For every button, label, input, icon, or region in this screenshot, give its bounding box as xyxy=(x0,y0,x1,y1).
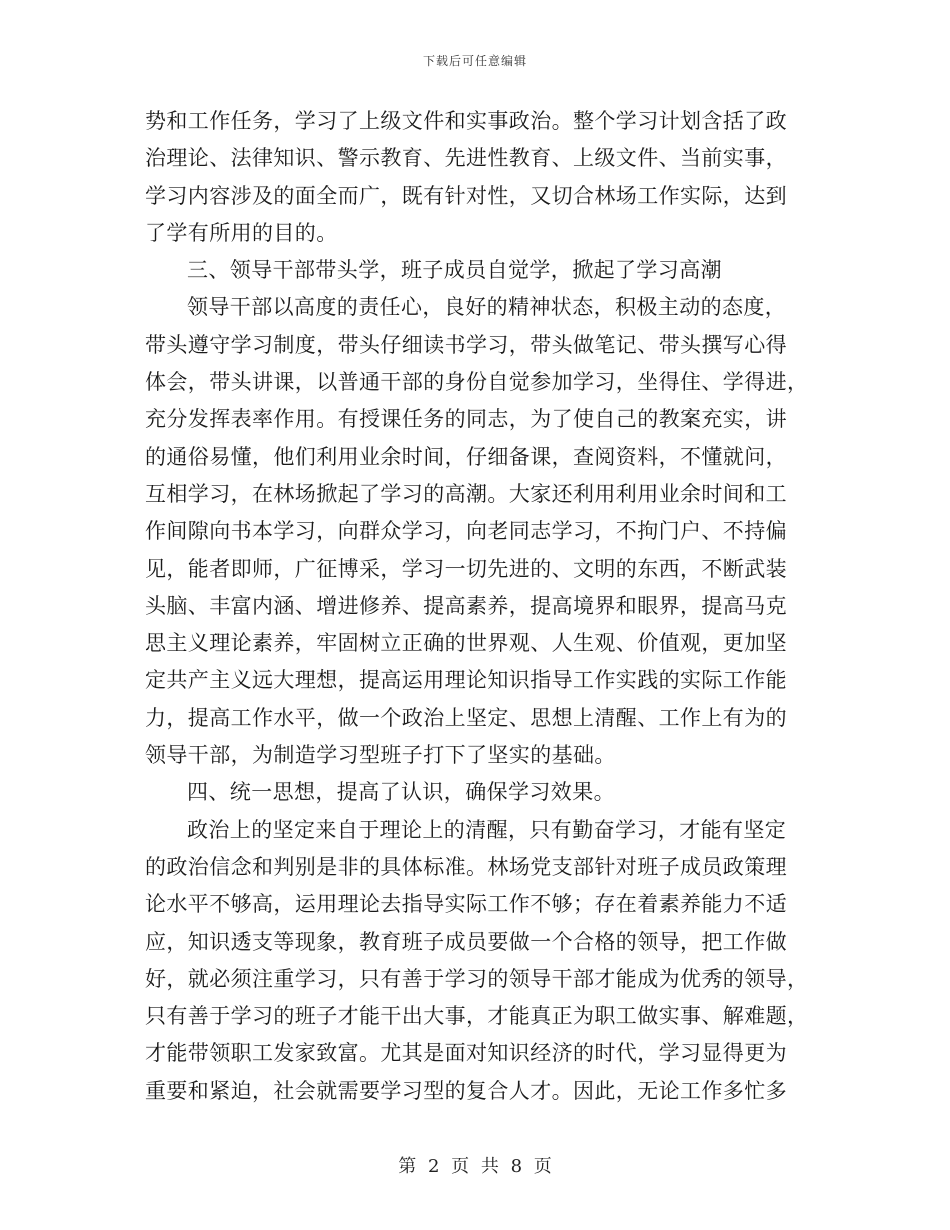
text-line: 学习内容涉及的面全而广，既有针对性，又切合林场工作实际，达到 xyxy=(145,183,787,208)
document-body xyxy=(145,103,809,1110)
text-line: 领导干部以高度的责任心，良好的精神状态，积极主动的态度， xyxy=(187,295,787,320)
text-line: 政治上的坚定来自于理论上的清醒，只有勤奋学习，才能有坚定 xyxy=(187,817,787,842)
text-line: 三、领导干部带头学，班子成员自觉学，掀起了学习高潮 xyxy=(187,258,722,283)
text-line: 体会，带头讲课，以普通干部的身份自觉参加学习，坐得住、学得进， xyxy=(145,370,809,395)
text-line: 四、统一思想，提高了认识，确保学习效果。 xyxy=(187,780,615,805)
text-line: 了学有所用的目的。 xyxy=(145,220,338,245)
text-line: 论水平不够高，运用理论去指导实际工作不够；存在着素养能力不适 xyxy=(145,892,787,917)
text-line: 见，能者即师，广征博采，学习一切先进的、文明的东西，不断武装 xyxy=(145,556,787,581)
text-line: 治理论、法律知识、警示教育、先进性教育、上级文件、当前实事， xyxy=(145,146,787,171)
page-footer: 第 2 页 共 8 页 xyxy=(398,1156,552,1177)
text-line: 思主义理论素养，牢固树立正确的世界观、人生观、价值观，更加坚 xyxy=(145,631,787,656)
text-line: 才能带领职工发家致富。尤其是面对知识经济的时代，学习显得更为 xyxy=(145,1041,787,1066)
text-line: 应，知识透支等现象，教育班子成员要做一个合格的领导，把工作做 xyxy=(145,929,787,954)
text-line: 好，就必须注重学习，只有善于学习的领导干部才能成为优秀的领导， xyxy=(145,966,809,991)
text-line: 力，提高工作水平，做一个政治上坚定、思想上清醒、工作上有为的 xyxy=(145,705,787,730)
text-line: 定共产主义远大理想，提高运用理论知识指导工作实践的实际工作能 xyxy=(145,668,787,693)
page-header: 下载后可任意编辑 xyxy=(422,54,527,68)
text-line: 头脑、丰富内涵、增进修养、提高素养，提高境界和眼界，提高马克 xyxy=(145,593,787,618)
text-line: 带头遵守学习制度，带头仔细读书学习，带头做笔记、带头撰写心得 xyxy=(145,332,787,357)
text-line: 势和工作任务，学习了上级文件和实事政治。整个学习计划含括了政 xyxy=(145,109,787,133)
text-line: 重要和紧迫，社会就需要学习型的复合人才。因此，无论工作多忙多 xyxy=(145,1078,787,1103)
text-line: 的通俗易懂，他们利用业余时间，仔细备课，查阅资料，不懂就问， xyxy=(145,444,787,469)
text-line: 领导干部，为制造学习型班子打下了坚实的基础。 xyxy=(145,743,616,768)
text-line: 的政治信念和判别是非的具体标准。林场党支部针对班子成员政策理 xyxy=(145,854,787,879)
text-line: 作间隙向书本学习，向群众学习，向老同志学习，不拘门户、不持偏 xyxy=(145,519,787,544)
text-line: 只有善于学习的班子才能干出大事，才能真正为职工做实事、解难题， xyxy=(145,1004,809,1029)
text-line: 充分发挥表率作用。有授课任务的同志，为了使自己的教案充实，讲 xyxy=(145,407,787,432)
text-line: 互相学习，在林场掀起了学习的高潮。大家还利用利用业余时间和工 xyxy=(145,481,787,506)
